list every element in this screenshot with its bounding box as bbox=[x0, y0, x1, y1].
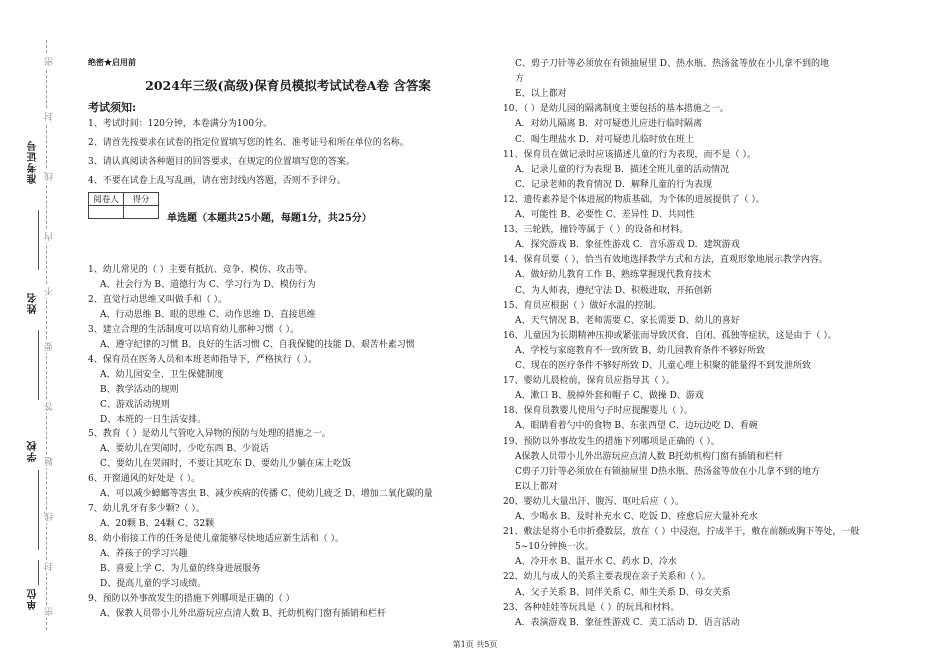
question-option: A．探究游戏 B．象征性游戏 C．音乐游戏 D．建筑游戏 bbox=[515, 240, 740, 251]
question-stem: 21、敷法是将小毛巾折叠数层，放在（ ）中浸泡，拧成半干，敷在前额或胸下等处，一般 bbox=[503, 527, 860, 538]
notice-item: 3、请认真阅读各种题目的回答要求，在规定的位置填写您的答案。 bbox=[88, 157, 355, 167]
question-option: A、可能性 B、必要性 C、差异性 D、共同性 bbox=[515, 210, 695, 220]
question-option: A、冷开水 B、温开水 C、药水 D、冷水 bbox=[515, 557, 677, 568]
question-option: C、现在的医疗条件不够好所致 D、儿童心理上积聚的能量得不到发泄所致 bbox=[515, 361, 811, 371]
secret-label: 绝密★启用前 bbox=[88, 57, 136, 67]
score-cell[interactable] bbox=[124, 206, 159, 219]
question-stem: 10、（ ）是幼儿园的隔离制度主要包括的基本措施之一。 bbox=[503, 104, 729, 115]
seal-mark: 题 bbox=[45, 457, 55, 466]
question-stem: 5、教育（ ）是幼儿气管吃入异物的预防与处理的措施之一。 bbox=[88, 429, 331, 440]
question-stem: 22、幼儿与成人的关系主要表现在亲子关系和（ ）。 bbox=[503, 572, 711, 583]
exam-number-label: 准考证号 bbox=[28, 140, 39, 184]
question-option: A、行动思维 B、眼的思维 C、动作思维 D、直接思维 bbox=[100, 309, 316, 320]
question-stem: 17、婴幼儿晨检前，保育员应指导其（ ）。 bbox=[503, 376, 675, 387]
question-option: A、天气情况 B、老师需要 C、家长需要 D、幼儿的喜好 bbox=[515, 315, 740, 326]
question-option: D、提高儿童的学习成绩。 bbox=[100, 578, 207, 589]
question-option: D、本班的一日生活安排。 bbox=[100, 414, 207, 425]
seal-mark: 要 bbox=[45, 342, 55, 351]
question-stem: 14、保育员要（ ），恰当有效地选择教学方式和方法，直观形象地展示教学内容。 bbox=[503, 255, 828, 266]
seal-mark: 线 bbox=[45, 172, 55, 181]
page-title: 2024年三级(高级)保育员模拟考试试卷A卷 含答案 bbox=[145, 78, 431, 93]
notice-item: 1、考试时间：120分钟，本卷满分为100分。 bbox=[88, 119, 273, 129]
question-option: 方 bbox=[515, 74, 525, 85]
question-option: A、学校与家庭教育不一致所致 B、幼儿园教育条件不够好所致 bbox=[515, 345, 765, 356]
score-box bbox=[88, 192, 159, 219]
question-option: A、可以减少蟑螂等害虫 B、减少疾病的传播 C、使幼儿疲乏 D、增加二氧化碳的量 bbox=[100, 489, 433, 500]
school-label: 学校 bbox=[28, 440, 39, 462]
seal-mark: 密 bbox=[45, 57, 55, 66]
seal-mark: 不 bbox=[45, 287, 55, 296]
question-option: A、眼睛看着勺中的食物 B、东张西望 C、边玩边吃 D、看碗 bbox=[515, 421, 758, 432]
seal-mark: 密 bbox=[45, 607, 55, 616]
question-stem: 15、育员应根据（ ）做好水温的控制。 bbox=[503, 300, 662, 311]
question-option: A、少喝水 B、及时补充水 C、吃饭 D、痊愈后应大量补充水 bbox=[515, 512, 758, 522]
question-option: E以上都对 bbox=[515, 481, 558, 492]
question-option: A、养孩子的学习兴趣 bbox=[100, 549, 188, 560]
question-option: C、为人师表，遵纪守法 D、积极进取，开拓创新 bbox=[515, 285, 712, 296]
question-stem: 3、建立合理的生活制度可以培育幼儿那种习惯（ ）。 bbox=[88, 324, 300, 335]
reviewer-cell[interactable] bbox=[89, 206, 124, 219]
seal-mark: 封 bbox=[45, 112, 55, 121]
question-option: A、漱口 B、脱掉外套和帽子 C、做操 D、游戏 bbox=[515, 391, 704, 402]
question-stem: 1、幼儿常见的（ ）主要有抵抗、竞争、模仿、攻击等。 bbox=[88, 265, 313, 275]
question-option: A、遵守纪律的习惯 B、良好的生活习惯 C、自我保健的技能 D、艰苦朴素习惯 bbox=[100, 339, 415, 350]
question-option: A．记录儿童的行为表现 B．描述全班儿童的活动情况 bbox=[515, 164, 729, 175]
question-stem: 12、遗传素养是个体进展的物质基础，为个体的进展提供了（ ）。 bbox=[503, 194, 765, 205]
seal-mark: 内 bbox=[45, 232, 55, 241]
seal-mark: 线 bbox=[45, 512, 55, 521]
question-option: 5~10分钟换一次。 bbox=[515, 542, 594, 553]
question-option: A、要幼儿在哭闹时，少吃东西 B、少说话 bbox=[100, 444, 269, 455]
question-stem: 9、预防以外事故发生的措施下列哪项是正确的（ ） bbox=[88, 593, 295, 604]
section-title: 单选题（本题共25小题，每题1分，共25分） bbox=[167, 213, 372, 224]
question-stem: 6、开窗通风的好处是（ ）。 bbox=[88, 474, 201, 485]
exam-number-blank[interactable] bbox=[38, 210, 39, 270]
question-stem: 13、三轮跌，撞铃等属于（ ）的设备和材料。 bbox=[503, 225, 689, 236]
question-option: C剪子刀针等必须放在有锁抽屉里 D热水瓶、热汤盆等放在小儿拿不到的地方 bbox=[515, 466, 820, 477]
question-option: C、游戏活动规则 bbox=[100, 399, 170, 410]
question-option: C、要幼儿在哭闹时，不要让其吃东 D、要幼儿少躺在床上吃饭 bbox=[100, 459, 351, 470]
notice-item: 4、不要在试卷上乱写乱画，请在密封线内答题，否则不予评分。 bbox=[88, 176, 346, 186]
school-blank[interactable] bbox=[38, 470, 39, 550]
binding-margin bbox=[0, 0, 70, 671]
reviewer-label: 阅卷人 bbox=[89, 193, 124, 206]
question-option: A、20颗 B、24颗 C、32颗 bbox=[100, 519, 215, 530]
question-stem: 18、保育员教婴儿使用勺子时应提醒婴儿（ ）。 bbox=[503, 406, 693, 417]
question-stem: 2、直觉行动思维又叫做手和（ ）。 bbox=[88, 294, 228, 305]
unit-blank[interactable] bbox=[38, 560, 39, 585]
seal-mark: 封 bbox=[45, 562, 55, 571]
question-stem: 23、各种娃娃等玩具是（ ）的玩具和材料。 bbox=[503, 602, 680, 613]
unit-label: 单位 bbox=[28, 588, 39, 610]
question-option: E、以上都对 bbox=[515, 89, 567, 100]
question-option: A、保教人员带小儿外出游玩应点清人数 B、托幼机构门窗有插销和栏杆 bbox=[100, 608, 386, 619]
name-blank[interactable] bbox=[38, 330, 39, 400]
page-footer: 第1页 共5页 bbox=[452, 640, 498, 649]
notice-heading: 考试须知: bbox=[88, 101, 137, 114]
question-stem: 19、预防以外事故发生的措施下列哪项是正确的（ ）。 bbox=[503, 436, 720, 447]
question-option: A、做好幼儿教育工作 B、熟练掌握现代教育技术 bbox=[515, 270, 711, 281]
question-option: A、幼儿园安全、卫生保健制度 bbox=[100, 369, 224, 380]
question-option: B、教学活动的规则 bbox=[100, 384, 179, 395]
question-option: B、喜爱上学 C、为儿童的终身进展服务 bbox=[100, 564, 261, 574]
seal-line bbox=[46, 40, 47, 630]
question-option: A．对幼儿隔离 B．对可疑患儿应进行临时隔离 bbox=[515, 119, 702, 130]
question-option: C．喝生理盐水 D．对可疑患儿临时放在班上 bbox=[515, 134, 694, 145]
question-stem: 8、幼小衔接工作的任务是使儿童能够尽快地适应新生活和（ ）。 bbox=[88, 534, 345, 545]
question-stem: 4、保育员在医务人员和本班老师指导下，严格执行（ ）。 bbox=[88, 354, 318, 365]
question-stem: 16、儿童因为长期精神压抑或紧张而导致厌食、自闭、孤独等症状，这是由于（ ）。 bbox=[503, 330, 837, 341]
notice-item: 2、请首先按要求在试卷的指定位置填写您的姓名、准考证号和所在单位的名称。 bbox=[88, 138, 409, 148]
score-label: 得分 bbox=[124, 193, 159, 206]
question-option: C．记录老师的教育情况 D．解释儿童的行为表现 bbox=[515, 179, 712, 190]
question-option: A．表演游戏 B．象征性游戏 C．美工活动 D．语言活动 bbox=[515, 617, 740, 628]
question-stem: 7、幼儿乳牙有多少颗?（ ）。 bbox=[88, 504, 205, 515]
name-label: 姓名 bbox=[28, 292, 39, 314]
question-stem: 20、婴幼儿大量出汗、腹泻、呕吐后应（ ）。 bbox=[503, 496, 684, 507]
question-stem: 11、保育员在做记录时应该描述儿童的行为表现，而不是（ ）。 bbox=[503, 149, 756, 160]
seal-mark: 答 bbox=[45, 402, 55, 411]
question-option: A保教人员带小儿外出游玩应点清人数 B托幼机构门窗有插销和栏杆 bbox=[515, 451, 783, 462]
question-option: A、社会行为 B、道德行为 C、学习行为 D、模仿行为 bbox=[100, 279, 316, 290]
question-option: A、父子关系 B、同伴关系 C、师生关系 D、母女关系 bbox=[515, 587, 731, 598]
question-option: C、剪子刀针等必须放在有锁抽屉里 D、热水瓶、热汤盆等放在小儿拿不到的地 bbox=[515, 59, 829, 69]
